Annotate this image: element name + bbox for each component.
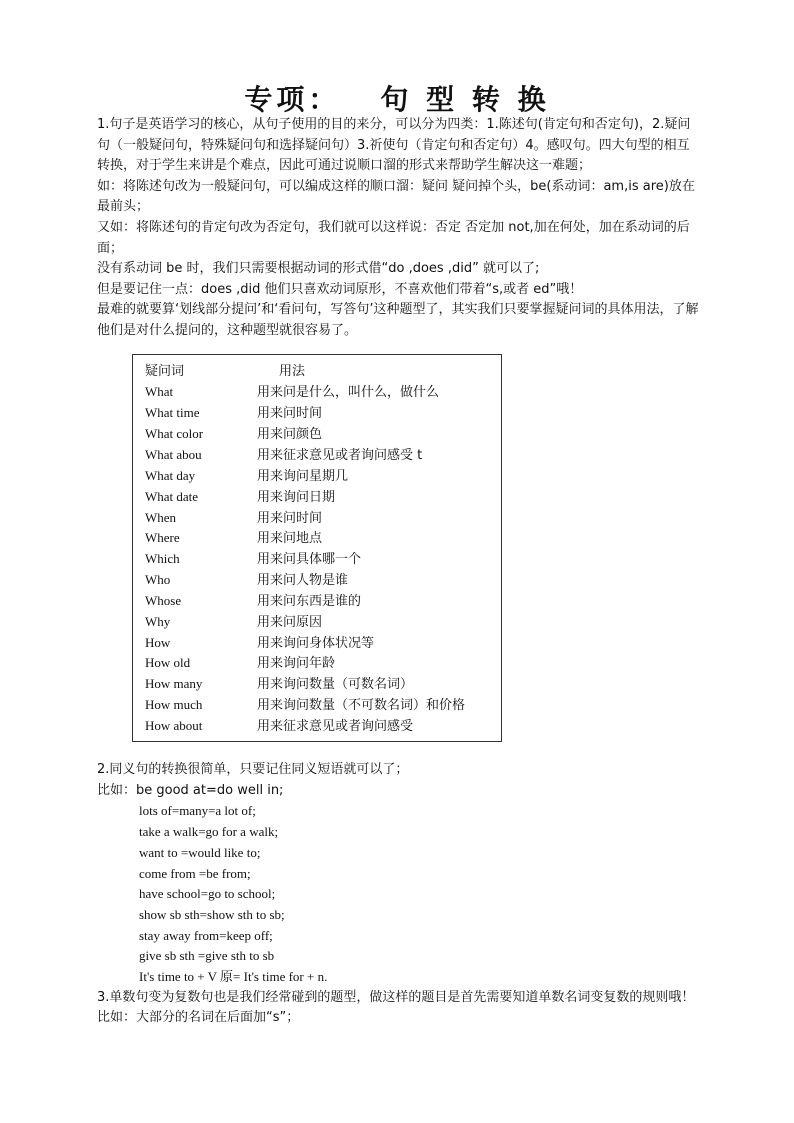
table-row [145,674,413,694]
table-row [145,403,322,423]
question-usage: 用来询问数量（可数名词） [257,677,414,692]
question-usage: 用来问人物是谁 [257,573,349,588]
table-row [145,549,361,569]
intro-paragraph: 最难的就要算‘划线部分提问’和‘看问句，写答句’这种题型了，其实我们只要掌握疑问词的具体用法，了解他们是对什么提问的，这种题型就很容易了。 [97,302,699,338]
synonym-section [97,760,699,1029]
question-word: Why [145,614,171,629]
table-row [145,716,413,736]
question-word: What abou [145,447,202,462]
synonym-phrase: have school=go to school; [139,886,276,902]
synonym-phrase: take a walk=go for a walk; [139,824,279,840]
question-usage: 用来问地点 [257,531,323,546]
question-word: What day [145,468,196,483]
header-word: 疑问词 [145,364,185,379]
table-row [145,653,335,673]
question-word: Where [145,530,180,545]
table-row [145,508,322,528]
intro-text [97,115,699,342]
synonym-phrase: give sb sth =give sth to sb [139,948,275,964]
table-row [145,528,322,548]
synonym-phrase: lots of=many=a lot of; [139,803,256,819]
question-usage: 用来问东西是谁的 [257,594,362,609]
question-word: What [145,384,174,399]
table-header [145,361,305,381]
intro-paragraph: 1.句子是英语学习的核心，从句子使用的目的来分，可以分为四类：1.陈述句(肯定句和否定句)，2.疑问句（一般疑问句，特殊疑问句和选择疑问句）3.祈使句（肯定句和否定句）4。感叹句。四大句型的相互转换，对于学生来讲是个难点，因此可通过说顺口溜的形式来帮助学生解决这一难题； [97,117,691,174]
question-usage: 用来问原因 [257,615,323,630]
example-lead: 比如：be good at=do well in; [97,782,284,798]
table-row [145,382,439,402]
question-word: When [145,510,177,525]
section-heading: 2.同义句的转换很简单，只要记住同义短语就可以了； [97,762,409,777]
question-word: How about [145,718,203,733]
table-row [145,612,322,632]
table-row [145,633,374,653]
question-word: What color [145,426,204,441]
question-word: Who [145,572,171,587]
question-word: How much [145,697,203,712]
question-usage: 用来征求意见或者询问感受 t [257,448,423,463]
intro-paragraph: 但是要记住一点：does ,did 他们只喜欢动词原形，不喜欢他们带着“s,或者 ed”哦！ [97,281,583,297]
page-title [0,78,794,118]
example-lead: 比如：大部分的名词在后面加“s”； [97,1010,300,1026]
question-usage: 用来问是什么，叫什么，做什么 [257,385,440,400]
synonym-phrase: stay away from=keep off; [139,927,273,943]
question-usage: 用来问颜色 [257,427,323,442]
table-row [145,466,348,486]
question-word: How many [145,676,203,691]
question-word: What date [145,489,199,504]
question-word: How old [145,655,191,670]
intro-paragraph: 没有系动词 be 时，我们只需要根据动词的形式借“do ,does ,did” 就可以了; [97,261,540,277]
question-word: Whose [145,593,182,608]
question-usage: 用来询问身体状况等 [257,636,375,651]
question-word-table [132,354,502,742]
question-word: How [145,635,171,650]
synonym-phrase: want to =would like to; [139,844,261,860]
question-usage: 用来征求意见或者询问感受 [257,719,414,734]
synonym-phrase: show sb sth=show sth to sb; [139,906,285,922]
table-row [145,424,322,444]
synonym-phrase: come from =be from; [139,865,251,881]
table-row [145,570,348,590]
intro-paragraph: 又如：将陈述句的肯定句改为否定句，我们就可以这样说：否定 否定加 not,加在何处，加在系动词的后面； [97,219,690,256]
table-row [145,445,422,465]
question-usage: 用来询问数量（不可数名词）和价格 [257,698,466,713]
section-heading: 3.单数句变为复数句也是我们经常碰到的题型，做这样的题目是首先需要知道单数名词变复数的规则哦！ [97,989,695,1005]
title-prefix: 专项： [244,83,341,116]
header-use: 用法 [279,364,306,379]
question-usage: 用来询问星期几 [257,469,349,484]
question-usage: 用来问时间 [257,511,323,526]
question-word: Which [145,551,180,566]
table-row [145,695,465,715]
question-usage: 用来问具体哪一个 [257,552,362,567]
table-row [145,591,361,611]
question-word: What time [145,405,200,420]
title-main: 句 型 转 换 [380,83,550,116]
synonym-phrase: It's time to + V 原= It's time for + n. [139,969,328,985]
table-row [145,487,335,507]
question-usage: 用来询问日期 [257,490,336,505]
question-usage: 用来问时间 [257,406,323,421]
question-usage: 用来询问年龄 [257,656,336,671]
intro-paragraph: 如：将陈述句改为一般疑问句，可以编成这样的顺口溜：疑问 疑问掉个头，be(系动词：am,is are)放在最前头； [97,178,695,215]
